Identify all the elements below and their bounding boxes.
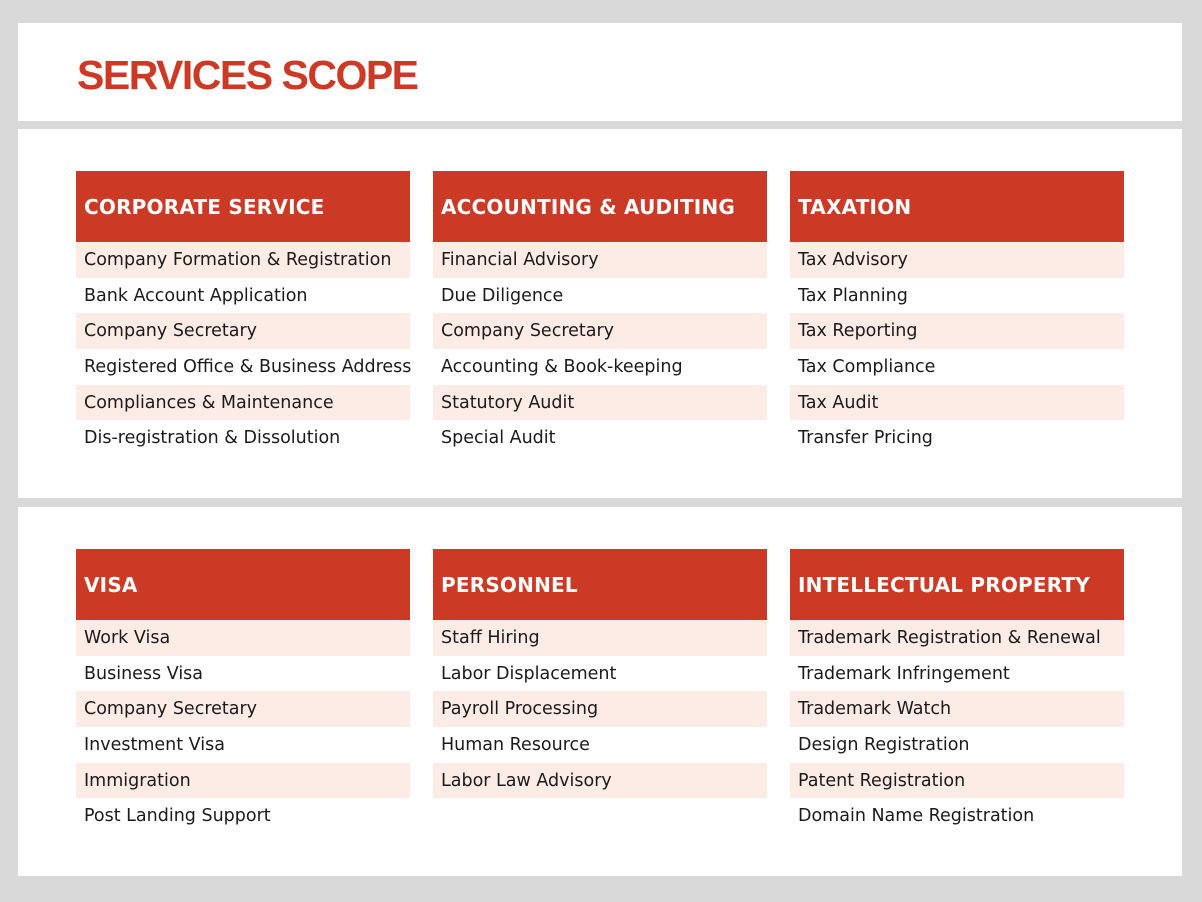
service-item: Labor Displacement: [433, 656, 767, 692]
service-item: Accounting & Book-keeping: [433, 349, 767, 385]
service-item: Immigration: [76, 763, 410, 799]
service-list: [76, 242, 410, 456]
service-item: Trademark Registration & Renewal: [790, 620, 1124, 656]
service-item: Staff Hiring: [433, 620, 767, 656]
service-item: Dis-registration & Dissolution: [76, 420, 410, 456]
service-list: [433, 620, 767, 798]
service-item: Domain Name Registration: [790, 798, 1124, 834]
card-taxation: [790, 171, 1124, 456]
card-visa: [76, 549, 410, 834]
service-item: Design Registration: [790, 727, 1124, 763]
card-corporate-service: [76, 171, 410, 456]
service-item: Labor Law Advisory: [433, 763, 767, 799]
service-item: Investment Visa: [76, 727, 410, 763]
service-list: [433, 242, 767, 456]
card-header: TAXATION: [790, 171, 1124, 242]
service-item: Patent Registration: [790, 763, 1124, 799]
service-item: Special Audit: [433, 420, 767, 456]
service-item: Transfer Pricing: [790, 420, 1124, 456]
service-item: Statutory Audit: [433, 385, 767, 421]
service-item: Business Visa: [76, 656, 410, 692]
service-item: Tax Audit: [790, 385, 1124, 421]
card-header: PERSONNEL: [433, 549, 767, 620]
page-title: SERVICES SCOPE: [77, 52, 418, 98]
service-item: Trademark Watch: [790, 691, 1124, 727]
title-panel: [18, 23, 1182, 121]
card-header: ACCOUNTING & AUDITING: [433, 171, 767, 242]
service-item: Company Formation & Registration: [76, 242, 410, 278]
card-header: CORPORATE SERVICE: [76, 171, 410, 242]
service-item: Bank Account Application: [76, 278, 410, 314]
card-intellectual-property: [790, 549, 1124, 834]
service-item: Registered Office & Business Address: [76, 349, 410, 385]
card-header: VISA: [76, 549, 410, 620]
service-item: Compliances & Maintenance: [76, 385, 410, 421]
service-item: Company Secretary: [76, 691, 410, 727]
service-item: Tax Planning: [790, 278, 1124, 314]
card-header: INTELLECTUAL PROPERTY: [790, 549, 1124, 620]
service-item: Financial Advisory: [433, 242, 767, 278]
service-item: Work Visa: [76, 620, 410, 656]
card-accounting-auditing: [433, 171, 767, 456]
service-item: Tax Compliance: [790, 349, 1124, 385]
services-panel-bottom: [18, 507, 1182, 876]
card-personnel: [433, 549, 767, 798]
service-list: [790, 620, 1124, 834]
service-item: Tax Advisory: [790, 242, 1124, 278]
services-panel-top: [18, 129, 1182, 498]
service-item: Due Diligence: [433, 278, 767, 314]
service-item: Tax Reporting: [790, 313, 1124, 349]
service-list: [790, 242, 1124, 456]
service-item: Company Secretary: [76, 313, 410, 349]
service-item: Company Secretary: [433, 313, 767, 349]
service-item: Human Resource: [433, 727, 767, 763]
service-item: Payroll Processing: [433, 691, 767, 727]
service-item: Trademark Infringement: [790, 656, 1124, 692]
service-item: Post Landing Support: [76, 798, 410, 834]
service-list: [76, 620, 410, 834]
